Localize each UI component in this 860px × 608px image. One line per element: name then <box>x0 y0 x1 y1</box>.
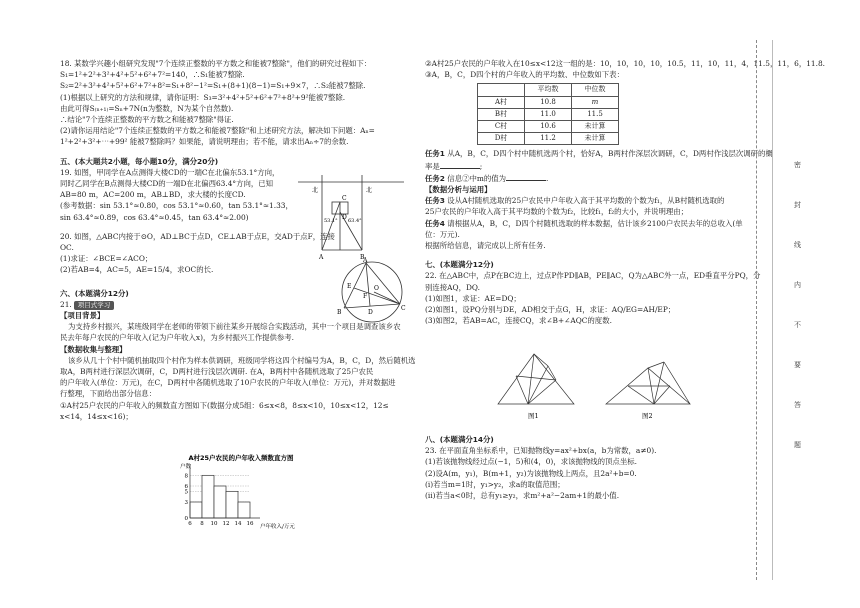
histogram-y-tick: 3 <box>184 500 188 506</box>
table-cell: B村 <box>478 108 525 120</box>
point-d-label: D <box>342 214 347 221</box>
point-a-label: A <box>319 254 324 261</box>
q19-line: 19. 如图，甲同学在A点测得大楼CD的一端C在北偏东53.1°方向， <box>60 167 280 177</box>
circle-point-d: D <box>368 309 373 316</box>
histogram-x-tick: 6 <box>188 521 192 527</box>
q23-line: (1)若该抛物线经过点(−1，5)和(4，0)，求该抛物线的顶点坐标. <box>425 457 637 467</box>
q22-line: (1)如图1，求证：AE=DQ； <box>425 293 521 303</box>
table-cell: A村 <box>478 96 525 108</box>
task-1-label: 任务1 <box>425 149 445 159</box>
a-village-income-histogram <box>176 452 306 532</box>
q23-line: (ⅰ)若当m=1时，y₁>y₂，求a的取值范围； <box>425 479 565 489</box>
point-b-label: B <box>360 254 365 261</box>
answer-blank[interactable] <box>440 160 480 169</box>
q22-line: (3)如图2，若AB=AC，连接CQ，求∠B+∠AQC的度数. <box>425 316 612 326</box>
q19-figure <box>292 172 410 262</box>
task-3-text: 设从A村随机选取的25户农民中户年收入高于其平均数的个数为f₁，从B村随机选取的 <box>447 196 725 206</box>
table-header-cell: 中位数 <box>572 84 619 96</box>
histogram-bar <box>190 502 202 518</box>
q20-line: (2)若AB=4，AC=5，AE=15/4，求OC的长. <box>60 265 214 275</box>
table-cell: 10.8 <box>525 96 572 108</box>
q21-line: 的户年收入(单位：万元)，在C，D两村中各随机选取了10户农民的户年收入(单位：万元)，并对数据进 <box>60 378 396 388</box>
q18-line: S₂=2²+3²+4²+5²+6²+7²+8²=S₁+8²−1²=S₁+(8+1)(8−1)=S₁+9×7，∴S₂能被7整除. <box>60 81 366 91</box>
q21-background-title: 【项目背景】 <box>60 311 105 321</box>
task-3-line: 25户农民的户年收入高于其平均数的个数为f₂，比较f₁，f₂的大小，并说明理由； <box>425 207 689 217</box>
q21-line: 民去年每户农民的户年收入(记为户年收入x)，为乡村振兴工作提供参考. <box>60 333 295 343</box>
q21-number: 21. <box>60 299 72 309</box>
task-4-line <box>425 218 753 229</box>
histogram-x-tick: 8 <box>200 521 204 527</box>
task-3-line <box>425 195 753 206</box>
circle-point-b: B <box>337 309 342 316</box>
complete-tasks-line: 根据所给信息，请完成以上所有任务. <box>425 241 546 251</box>
q21-line: 为支持乡村振兴，某班级同学在老师的带领下前往某乡开展综合实践活动，其中一个项目是调查该乡农 <box>68 322 401 332</box>
histogram-x-tick: 14 <box>234 521 242 527</box>
table-cell: m <box>572 96 619 108</box>
q22-figure-2 <box>598 346 698 422</box>
circle-point-f: F <box>363 293 368 300</box>
table-cell: 11.2 <box>525 133 572 145</box>
q22-line: 别连接AQ，DQ. <box>425 282 480 292</box>
task-3-label: 任务3 <box>425 196 445 206</box>
table-header-cell <box>478 84 525 96</box>
table-header-cell: 平均数 <box>525 84 572 96</box>
section-7-heading: 七、(本题满分12分) <box>425 260 494 270</box>
answer-blank[interactable] <box>506 172 546 181</box>
histogram-y-tick: 6 <box>184 484 188 490</box>
table-row <box>478 121 619 133</box>
table-row <box>478 108 619 120</box>
right-column <box>425 58 826 326</box>
task-2-text: 信息②中m的值为 <box>447 173 507 183</box>
histogram-y-label: 户数 <box>180 464 192 470</box>
histogram-x-tick: 10 <box>210 521 218 527</box>
histogram-y-tick: 5 <box>184 489 188 496</box>
task-2-label: 任务2 <box>425 173 445 183</box>
q20-line: (1)求证：∠BCE=∠ACO； <box>60 254 153 264</box>
info-3-line: ③A，B，C，D四个村的户年收入的平均数、中位数如下表： <box>425 70 624 80</box>
histogram-bar <box>202 475 214 518</box>
q22-line: 22. 在△ABC中，点P在BC边上，过点P作PD∥AB，PE∥AC，Q为△ABC外一点，ED垂直平分PQ，分 <box>425 271 761 281</box>
circle-point-o: O <box>374 285 379 292</box>
task-1-line: 率是 ; <box>425 161 483 171</box>
table-header-row <box>478 84 619 96</box>
section-5-heading: 五、(本大题共2小题，每小题10分，满分20分) <box>60 156 219 166</box>
q21-line: 该乡从几十个村中随机抽取四个村作为样本供调研，班级同学将这四个村编号为A，B，C，D，然后随机选 <box>68 355 416 365</box>
q21-line: 行整理，下面给出部分信息： <box>60 389 157 399</box>
north-label-a: 北 <box>312 187 319 194</box>
histogram-title: A村25户农民的户年收入频数直方图 <box>188 454 294 462</box>
q21-line: ①A村25户农民的户年收入的频数直方图如下(数据分成5组：6≤x<8，8≤x<10，10≤x<12，12≤ <box>60 400 389 410</box>
gutter-char: 答 <box>794 401 801 409</box>
q18-line: (1)根据以上研究的方法和规律，请你证明：S₃=3²+4²+5²+6²+7²+8²+9²能被7整除. <box>60 92 346 102</box>
project-learning-tag: 项目式学习 <box>74 301 115 310</box>
average-median-table <box>477 83 619 145</box>
task-1-line <box>425 148 773 159</box>
q19-line: 同时乙同学在B点测得大楼CD的一端D在北偏西63.4°方向，已知 <box>60 179 274 189</box>
q18-line: S₁=1²+2²+3²+4²+5²+6²+7²=140，∴S₁能被7整除. <box>60 70 245 80</box>
angle-label-a: 53.1° <box>324 218 338 224</box>
gutter-char: 密 <box>794 161 801 169</box>
q18-line: 1²+2²+3²+⋯+99² 能被7整除吗？如果能，请说明理由；若不能，请求出Aₙ÷7的余数. <box>60 137 349 147</box>
q19-line: (参考数据：sin 53.1°≈0.80，cos 53.1°≈0.60，tan 53.1°≈1.33， <box>60 201 293 211</box>
circle-point-e: E <box>347 283 352 290</box>
task-4-label: 任务4 <box>425 218 445 228</box>
circle-point-c: C <box>401 305 406 312</box>
histogram-x-label: 户年收入/万元 <box>260 524 295 530</box>
q18-line: ∴结论"7个连续正整数的平方数之和能被7整除"得证. <box>60 115 234 125</box>
q21-line: 取A，B两村进行深层次调研，C，D两村进行浅层次调研. 在A，B两村中各随机选取了25户农民 <box>60 367 374 377</box>
task-2-line: 任务2 信息②中m的值为 . <box>425 173 549 183</box>
gutter-char: 封 <box>794 201 801 209</box>
angle-label-b: 63.4° <box>348 218 362 224</box>
figure-2-caption: 图2 <box>642 412 653 420</box>
table-cell: 10.6 <box>525 121 572 133</box>
histogram-bar <box>238 502 250 518</box>
histogram-bar <box>226 491 238 518</box>
q21-data-title: 【数据收集与整理】 <box>60 344 127 354</box>
q22-figure-1 <box>490 346 580 422</box>
q23-line: (ⅱ)若当a<0时，总有y₁≥y₂，求m²+a²−2am+1的最小值. <box>425 491 620 501</box>
q18-line: 18. 某数学兴趣小组研究发现"7个连续正整数的平方数之和能被7整除"，他们的研究过程如下： <box>60 59 372 68</box>
section-6-heading: 六、(本题满分12分) <box>60 288 129 298</box>
table-cell: C村 <box>478 121 525 133</box>
q20-line: 20. 如图，△ABC内接于⊙O，AD⊥BC于点D，CE⊥AB于点E，交AD于点F，连接 <box>60 231 335 241</box>
data-analysis-title: 【数据分析与运用】 <box>425 185 492 195</box>
q18-line: (2)请你运用结论"7个连续正整数的平方数之和能被7整除"和上述研究方法，解决如下问题：Aₙ= <box>60 126 375 136</box>
gutter-char: 内 <box>794 281 801 289</box>
histogram-bar <box>214 486 226 518</box>
histogram-y-tick: 0 <box>184 516 188 522</box>
table-cell: 未计算 <box>572 133 619 145</box>
binding-line-dashed <box>756 40 758 580</box>
gutter-char: 要 <box>794 361 801 369</box>
table-cell: 11.0 <box>525 108 572 120</box>
task-1-text: 率是 <box>425 161 440 171</box>
q23-block <box>425 430 753 501</box>
histogram-x-tick: 16 <box>246 521 254 527</box>
histogram-x-tick: 12 <box>222 521 230 527</box>
gutter-char: 线 <box>794 241 801 249</box>
q22-line: (2)如图1，设PQ分别与DE，AD相交于点G，H，求证：AQ/EG=AH/EP； <box>425 305 676 315</box>
circle-point-a: A <box>363 257 368 264</box>
q21-line: x<14，14≤x<16)； <box>60 411 133 421</box>
table-row <box>478 133 619 145</box>
binding-line-solid <box>772 40 774 580</box>
table-cell: 未计算 <box>572 121 619 133</box>
histogram-y-tick: 8 <box>184 473 188 480</box>
task-1-text: 从A，B，C，D四个村中随机选两个村，恰好A，B两村作深层次调研，C，D两村作浅层次调研的概 <box>447 149 773 159</box>
table-cell: D村 <box>478 133 525 145</box>
q20-line: OC. <box>60 243 74 253</box>
figure-1-caption: 图1 <box>528 412 539 420</box>
gutter-char: 不 <box>794 321 801 329</box>
task-4-line: 位：万元). <box>425 229 460 239</box>
gutter-char: 题 <box>794 441 801 449</box>
q18-line: 由此可得S₍ₙ₊₁₎=Sₙ+7N(n为整数，N为某个自然数). <box>60 103 234 113</box>
table-row <box>478 96 619 108</box>
table-cell: 11.5 <box>572 108 619 120</box>
section-8-heading: 八、(本题满分14分) <box>425 435 494 444</box>
point-c-label: C <box>342 195 347 202</box>
q23-line: 23. 在平面直角坐标系中，已知抛物线y=ax²+bx(a，b为常数，a≠0). <box>425 446 657 456</box>
info-2-line: ②A村25户农民的户年收入在10≤x<12这一组的是：10，10，10，10，10.5，11，10，11，4，11.5，11，6，11.8. <box>425 59 826 68</box>
north-label-b: 北 <box>366 187 373 194</box>
q19-line: sin 63.4°≈0.89，cos 63.4°≈0.45，tan 63.4°≈2.00) <box>60 212 249 222</box>
q20-figure <box>336 258 408 328</box>
q19-line: AB=80 m，AC=200 m，AB⊥BD，求大楼的长度CD. <box>60 190 246 200</box>
task-4-text: 请根据从A，B，C，D四个村随机选取的样本数据，估计该乡2100户农民去年的总收入(单 <box>447 218 743 228</box>
q23-line: (2)设A(m，y₁)，B(m+1，y₂)为该抛物线上两点，且2a²+b=0. <box>425 468 637 478</box>
